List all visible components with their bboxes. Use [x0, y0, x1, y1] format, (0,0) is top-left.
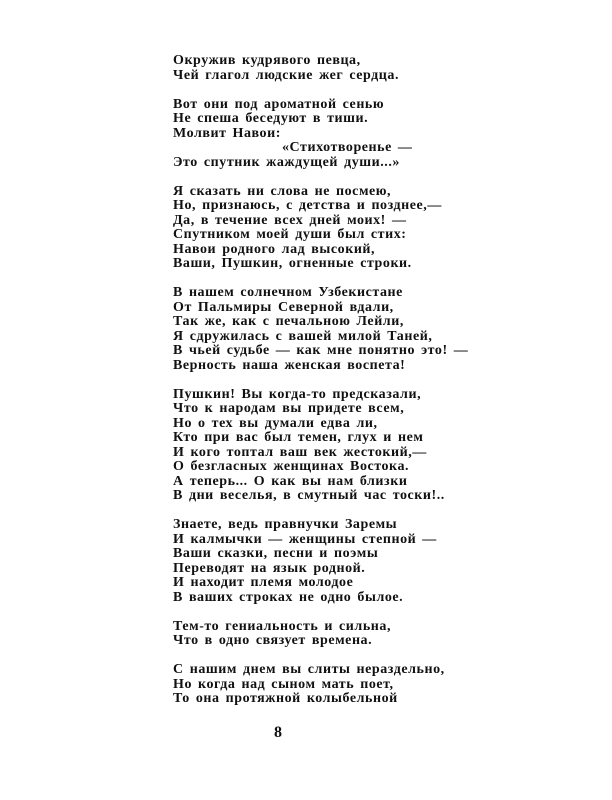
poem-line: Но когда над сыном мать поет,	[173, 676, 394, 692]
poem-line: Что к народам вы придете всем,	[173, 401, 405, 416]
poem-line: И находит племя молодое	[173, 575, 354, 590]
stanza	[173, 518, 468, 605]
poem-line: Я сказать ни слова не посмею,	[173, 183, 392, 199]
poem-line: Кто при вас был темен, глух и нем	[173, 430, 424, 445]
stanza	[173, 388, 468, 504]
poem-line: А теперь... О как вы нам близки	[173, 473, 408, 489]
poem-line: Но, признаюсь, с детства и позднее,—	[173, 198, 442, 213]
poem-line: Спутником моей души был стих:	[173, 227, 407, 242]
poem-line: В ваших строках не одно былое.	[173, 589, 404, 605]
stanza	[173, 620, 468, 649]
poem-line: Что в одно связует времена.	[173, 633, 373, 648]
poem-line: Навои родного лад высокий,	[173, 241, 376, 257]
poem-line: То она протяжной колыбельной	[173, 691, 398, 706]
page-number: 8	[274, 724, 282, 741]
poem-text	[173, 54, 468, 721]
poem-line: Верность наша женская воспета!	[173, 357, 406, 373]
poem-line: Молвит Навои:	[173, 125, 281, 141]
stanza	[173, 185, 468, 272]
poem-line: Пушкин! Вы когда-то предсказали,	[173, 386, 422, 402]
poem-line: Ваши, Пушкин, огненные строки.	[173, 256, 412, 271]
poem-line: Вот они под ароматной сенью	[173, 96, 385, 112]
stanza	[173, 286, 468, 373]
poem-line: И калмычки — женщины степной —	[173, 531, 437, 547]
poem-line: Окружив кудрявого певца,	[173, 53, 361, 68]
poem-line: Переводят на язык родной.	[173, 560, 366, 576]
poem-line: Да, в течение всех дней моих! —	[173, 212, 407, 228]
poem-line: От Пальмиры Северной вдали,	[173, 299, 394, 315]
poem-line: Тем-то гениальность и сильна,	[173, 618, 391, 634]
poem-line: Но о тех вы думали едва ли,	[173, 415, 378, 431]
poem-line: И кого топтал ваш век жестокий,—	[173, 444, 427, 460]
stanza	[173, 54, 468, 83]
poem-line: Так же, как с печальною Лейли,	[173, 314, 404, 329]
poem-line: В чьей судьбе — как мне понятно это! —	[173, 343, 469, 358]
poem-line: С нашим днем вы слиты нераздельно,	[173, 662, 445, 677]
poem-line: Не спеша беседуют в тиши.	[173, 111, 369, 126]
poem-line: «Стихотворенье —	[282, 140, 413, 155]
poem-line: О безгласных женщинах Востока.	[173, 459, 410, 474]
stanza	[173, 98, 468, 171]
poem-line: Знаете, ведь правнучки Заремы	[173, 517, 398, 532]
poem-line: Чей глагол людские жег сердца.	[173, 67, 400, 83]
poem-line: Я сдружилась с вашей милой Таней,	[173, 328, 433, 344]
poem-line: В дни веселья, в смутный час тоски!..	[173, 488, 445, 503]
poem-line: Это спутник жаждущей души...»	[173, 154, 400, 170]
stanza	[173, 663, 468, 707]
poem-line: Ваши сказки, песни и поэмы	[173, 546, 379, 561]
poem-line: В нашем солнечном Узбекистане	[173, 285, 403, 300]
